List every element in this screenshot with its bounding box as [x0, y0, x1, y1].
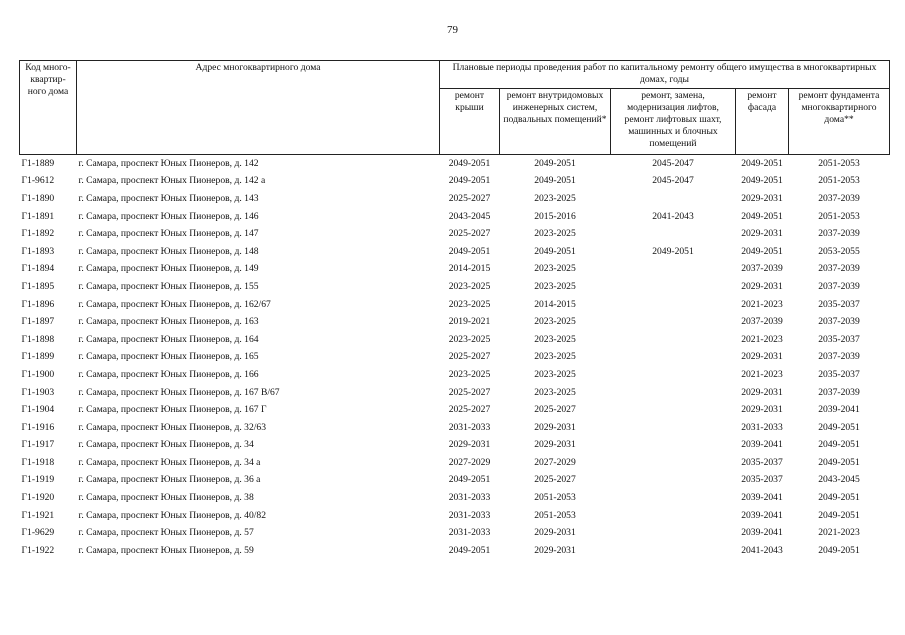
cell-code: Г1-1916 — [21, 421, 55, 433]
cell-systems: 2027-2029 — [534, 456, 576, 468]
cell-roof: 2025-2027 — [448, 192, 491, 204]
cell-roof: 2049-2051 — [448, 474, 491, 486]
cell-elevators — [611, 542, 736, 560]
table-row — [20, 243, 890, 261]
table-row — [20, 524, 890, 542]
cell-elevators — [611, 524, 736, 542]
cell-address: г. Самара, проспект Юных Пионеров, д. 143 — [78, 192, 259, 204]
cell-roof: 2023-2025 — [448, 333, 491, 345]
table-row — [20, 261, 890, 279]
cell-elevators — [611, 366, 736, 384]
cell-code: Г1-1890 — [21, 192, 55, 204]
cell-code: Г1-1917 — [21, 439, 55, 451]
cell-roof: 2031-2033 — [448, 492, 491, 504]
cell-systems: 2023-2025 — [534, 386, 576, 398]
cell-code: Г1-1920 — [21, 492, 55, 504]
cell-roof: 2023-2025 — [448, 298, 491, 310]
cell-facade: 2029-2031 — [741, 192, 783, 204]
cell-roof: 2049-2051 — [448, 157, 491, 169]
cell-roof: 2025-2027 — [448, 228, 491, 240]
cell-facade: 2037-2039 — [741, 263, 783, 275]
cell-roof: 2023-2025 — [448, 280, 491, 292]
cell-elevators: 2045-2047 — [652, 175, 694, 187]
cell-foundation: 2051-2053 — [818, 157, 860, 169]
cell-facade: 2021-2023 — [741, 298, 783, 310]
cell-facade: 2039-2041 — [741, 509, 783, 521]
cell-foundation: 2037-2039 — [818, 263, 860, 275]
cell-elevators — [611, 190, 736, 208]
cell-roof: 2025-2027 — [448, 351, 491, 363]
cell-systems: 2015-2016 — [534, 210, 576, 222]
cell-elevators — [611, 401, 736, 419]
cell-systems: 2029-2031 — [534, 527, 576, 539]
table-row — [20, 419, 890, 437]
cell-address: г. Самара, проспект Юных Пионеров, д. 164 — [78, 333, 259, 345]
cell-address: г. Самара, проспект Юных Пионеров, д. 36 а — [78, 474, 261, 486]
table-row — [20, 155, 890, 173]
cell-elevators — [611, 261, 736, 279]
cell-address: г. Самара, проспект Юных Пионеров, д. 59 — [78, 544, 254, 556]
cell-roof: 2031-2033 — [448, 527, 491, 539]
cell-address: г. Самара, проспект Юных Пионеров, д. 167 В/67 — [78, 386, 280, 398]
cell-address: г. Самара, проспект Юных Пионеров, д. 166 — [78, 368, 259, 380]
cell-address: г. Самара, проспект Юных Пионеров, д. 146 — [78, 210, 259, 222]
cell-foundation: 2037-2039 — [818, 316, 860, 328]
cell-roof: 2025-2027 — [448, 404, 491, 416]
header-facade: ремонт фасада — [736, 89, 789, 155]
cell-facade: 2029-2031 — [741, 228, 783, 240]
cell-address: г. Самара, проспект Юных Пионеров, д. 34 а — [78, 456, 261, 468]
cell-address: г. Самара, проспект Юных Пионеров, д. 147 — [78, 228, 259, 240]
cell-code: Г1-1922 — [21, 544, 55, 556]
cell-facade: 2049-2051 — [741, 245, 783, 257]
cell-code: Г1-1898 — [21, 333, 55, 345]
table-row — [20, 225, 890, 243]
header-code: Код много-квартир-ного дома — [20, 61, 77, 155]
cell-elevators — [611, 331, 736, 349]
table-row — [20, 366, 890, 384]
table-row — [20, 401, 890, 419]
cell-foundation: 2049-2051 — [818, 509, 860, 521]
cell-code: Г1-1892 — [21, 228, 55, 240]
cell-code: Г1-9629 — [21, 527, 55, 539]
cell-systems: 2023-2025 — [534, 280, 576, 292]
cell-foundation: 2037-2039 — [818, 351, 860, 363]
table-row — [20, 190, 890, 208]
cell-foundation: 2053-2055 — [818, 245, 860, 257]
table-row — [20, 331, 890, 349]
cell-facade: 2039-2041 — [741, 439, 783, 451]
cell-address: г. Самара, проспект Юных Пионеров, д. 162/67 — [78, 298, 271, 310]
cell-foundation: 2049-2051 — [818, 439, 860, 451]
cell-foundation: 2037-2039 — [818, 192, 860, 204]
cell-code: Г1-1918 — [21, 456, 55, 468]
cell-facade: 2039-2041 — [741, 492, 783, 504]
header-foundation: ремонт фундамента многоквартирного дома** — [789, 89, 890, 155]
cell-code: Г1-1899 — [21, 351, 55, 363]
cell-foundation: 2051-2053 — [818, 175, 860, 187]
cell-foundation: 2037-2039 — [818, 386, 860, 398]
cell-elevators — [611, 454, 736, 472]
cell-facade: 2035-2037 — [741, 474, 783, 486]
cell-facade: 2029-2031 — [741, 386, 783, 398]
cell-code: Г1-1903 — [21, 386, 55, 398]
cell-systems: 2029-2031 — [534, 421, 576, 433]
repair-schedule-table — [19, 60, 890, 560]
cell-facade: 2029-2031 — [741, 280, 783, 292]
cell-roof: 2025-2027 — [448, 386, 491, 398]
cell-code: Г1-1889 — [21, 157, 55, 169]
cell-code: Г1-1893 — [21, 245, 55, 257]
cell-systems: 2029-2031 — [534, 439, 576, 451]
cell-foundation: 2049-2051 — [818, 492, 860, 504]
cell-foundation: 2049-2051 — [818, 544, 860, 556]
cell-systems: 2025-2027 — [534, 474, 576, 486]
cell-address: г. Самара, проспект Юных Пионеров, д. 38 — [78, 492, 254, 504]
cell-foundation: 2043-2045 — [818, 474, 860, 486]
table-row — [20, 437, 890, 455]
cell-elevators — [611, 507, 736, 525]
cell-code: Г1-1900 — [21, 368, 55, 380]
cell-address: г. Самара, проспект Юных Пионеров, д. 32/63 — [78, 421, 267, 433]
cell-roof: 2049-2051 — [448, 544, 491, 556]
cell-systems: 2023-2025 — [534, 263, 576, 275]
cell-roof: 2049-2051 — [448, 175, 491, 187]
table-row — [20, 384, 890, 402]
cell-facade: 2049-2051 — [741, 175, 783, 187]
cell-code: Г1-1921 — [21, 509, 55, 521]
cell-systems: 2023-2025 — [534, 351, 576, 363]
cell-elevators: 2045-2047 — [652, 157, 694, 169]
cell-elevators — [611, 349, 736, 367]
cell-systems: 2023-2025 — [534, 333, 576, 345]
cell-foundation: 2039-2041 — [818, 404, 860, 416]
header-roof: ремонт крыши — [440, 89, 500, 155]
cell-address: г. Самара, проспект Юных Пионеров, д. 34 — [78, 439, 254, 451]
cell-roof: 2014-2015 — [448, 263, 491, 275]
cell-elevators — [611, 225, 736, 243]
table-row — [20, 542, 890, 560]
cell-facade: 2037-2039 — [741, 316, 783, 328]
cell-systems: 2023-2025 — [534, 192, 576, 204]
cell-roof: 2043-2045 — [448, 210, 491, 222]
cell-elevators — [611, 472, 736, 490]
table-row — [20, 472, 890, 490]
cell-facade: 2049-2051 — [741, 210, 783, 222]
cell-facade: 2039-2041 — [741, 527, 783, 539]
page-number: 79 — [447, 24, 458, 36]
cell-address: г. Самара, проспект Юных Пионеров, д. 40/82 — [78, 509, 267, 521]
cell-systems: 2023-2025 — [534, 228, 576, 240]
cell-systems: 2025-2027 — [534, 404, 576, 416]
cell-address: г. Самара, проспект Юных Пионеров, д. 167 Г — [78, 404, 267, 416]
cell-roof: 2031-2033 — [448, 421, 491, 433]
cell-foundation: 2035-2037 — [818, 333, 860, 345]
cell-address: г. Самара, проспект Юных Пионеров, д. 163 — [78, 316, 259, 328]
cell-elevators — [611, 296, 736, 314]
header-systems: ремонт внутридомовых инженерных систем, подвальных помещений* — [500, 89, 611, 155]
cell-code: Г1-1895 — [21, 280, 55, 292]
header-elevators: ремонт, замена, модернизация лифтов, ремонт лифтовых шахт, машинных и блочных помещений — [611, 89, 736, 155]
cell-foundation: 2037-2039 — [818, 280, 860, 292]
cell-systems: 2014-2015 — [534, 298, 576, 310]
cell-foundation: 2035-2037 — [818, 298, 860, 310]
table-row — [20, 489, 890, 507]
cell-systems: 2051-2053 — [534, 492, 576, 504]
cell-code: Г1-1919 — [21, 474, 55, 486]
cell-systems: 2051-2053 — [534, 509, 576, 521]
cell-roof: 2031-2033 — [448, 509, 491, 521]
cell-elevators — [611, 384, 736, 402]
cell-facade: 2021-2023 — [741, 333, 783, 345]
table-body — [20, 155, 890, 560]
cell-elevators — [611, 278, 736, 296]
cell-facade: 2041-2043 — [741, 544, 783, 556]
cell-elevators — [611, 419, 736, 437]
cell-code: Г1-1894 — [21, 263, 55, 275]
cell-foundation: 2021-2023 — [818, 527, 860, 539]
cell-code: Г1-1897 — [21, 316, 55, 328]
cell-facade: 2029-2031 — [741, 404, 783, 416]
cell-roof: 2019-2021 — [448, 316, 491, 328]
table-row — [20, 349, 890, 367]
cell-facade: 2031-2033 — [741, 421, 783, 433]
cell-code: Г1-9612 — [21, 175, 55, 187]
cell-address: г. Самара, проспект Юных Пионеров, д. 142 — [78, 157, 259, 169]
cell-systems: 2049-2051 — [534, 175, 576, 187]
cell-systems: 2023-2025 — [534, 368, 576, 380]
cell-foundation: 2037-2039 — [818, 228, 860, 240]
cell-code: Г1-1896 — [21, 298, 55, 310]
cell-roof: 2049-2051 — [448, 245, 491, 257]
cell-address: г. Самара, проспект Юных Пионеров, д. 165 — [78, 351, 259, 363]
cell-elevators — [611, 313, 736, 331]
cell-foundation: 2049-2051 — [818, 421, 860, 433]
cell-elevators: 2041-2043 — [652, 210, 694, 222]
cell-systems: 2049-2051 — [534, 245, 576, 257]
cell-systems: 2023-2025 — [534, 316, 576, 328]
cell-elevators: 2049-2051 — [652, 245, 694, 257]
table-row — [20, 507, 890, 525]
table-row — [20, 173, 890, 191]
cell-elevators — [611, 489, 736, 507]
cell-code: Г1-1904 — [21, 404, 55, 416]
cell-foundation: 2035-2037 — [818, 368, 860, 380]
cell-systems: 2049-2051 — [534, 157, 576, 169]
cell-roof: 2023-2025 — [448, 368, 491, 380]
table-row — [20, 278, 890, 296]
cell-systems: 2029-2031 — [534, 544, 576, 556]
cell-foundation: 2049-2051 — [818, 456, 860, 468]
header-periods: Плановые периоды проведения работ по капитальному ремонту общего имущества в многоквартирных домах, годы — [440, 61, 890, 89]
table-header — [20, 61, 890, 155]
cell-address: г. Самара, проспект Юных Пионеров, д. 142 а — [78, 175, 266, 187]
cell-facade: 2029-2031 — [741, 351, 783, 363]
cell-address: г. Самара, проспект Юных Пионеров, д. 148 — [78, 245, 259, 257]
table-row — [20, 454, 890, 472]
cell-foundation: 2051-2053 — [818, 210, 860, 222]
cell-roof: 2027-2029 — [448, 456, 491, 468]
cell-address: г. Самара, проспект Юных Пионеров, д. 155 — [78, 280, 259, 292]
cell-facade: 2035-2037 — [741, 456, 783, 468]
table-row — [20, 296, 890, 314]
header-address: Адрес многоквартирного дома — [77, 61, 440, 155]
cell-address: г. Самара, проспект Юных Пионеров, д. 149 — [78, 263, 259, 275]
table-row — [20, 313, 890, 331]
cell-address: г. Самара, проспект Юных Пионеров, д. 57 — [78, 527, 254, 539]
cell-facade: 2021-2023 — [741, 368, 783, 380]
table-row — [20, 208, 890, 226]
cell-facade: 2049-2051 — [741, 157, 783, 169]
cell-code: Г1-1891 — [21, 210, 55, 222]
cell-roof: 2029-2031 — [448, 439, 491, 451]
cell-elevators — [611, 437, 736, 455]
